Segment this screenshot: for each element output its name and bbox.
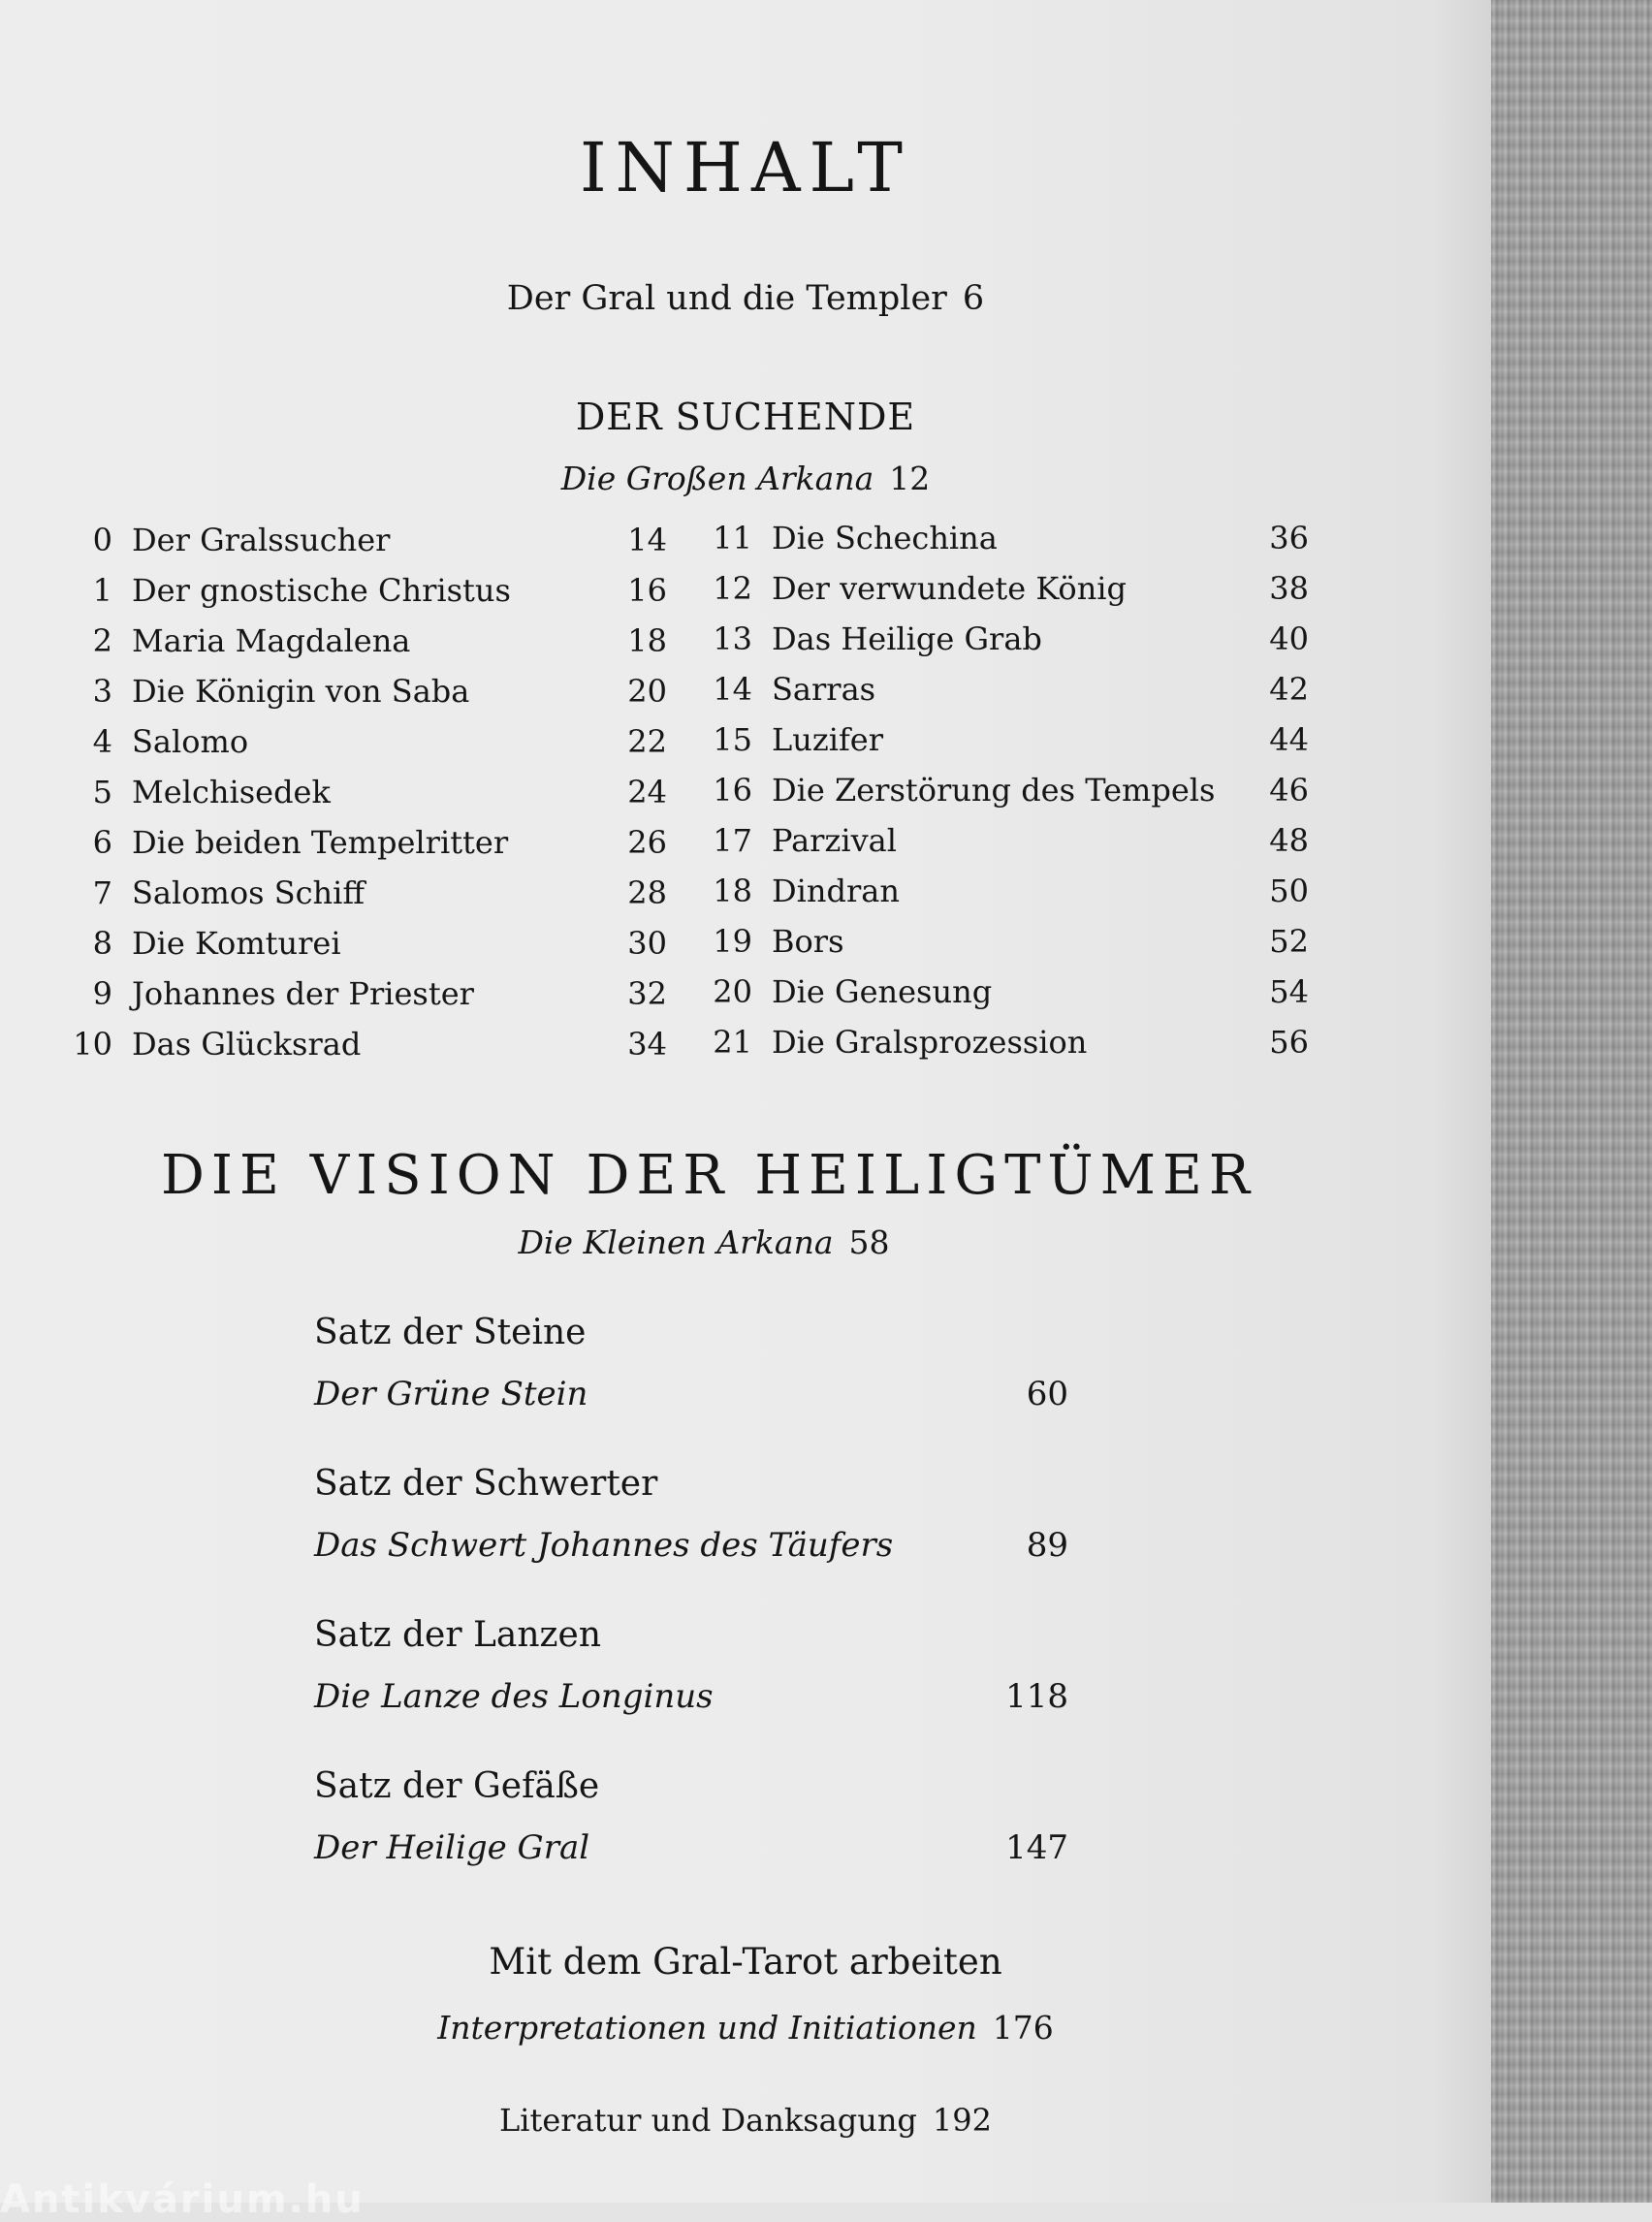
toc-number: 14	[713, 671, 752, 708]
toc-page: 54	[1269, 973, 1309, 1010]
toc-number: 17	[713, 822, 752, 859]
toc-page: 16	[627, 572, 667, 609]
intro-page: 6	[962, 279, 985, 318]
toc-title: Der verwundete König	[772, 570, 1128, 607]
toc-title: Melchisedek	[132, 774, 331, 810]
toc-title: Maria Magdalena	[132, 622, 411, 659]
toc-title: Der Gralssucher	[132, 522, 391, 558]
working-title: Mit dem Gral-Tarot arbeiten	[489, 1941, 1002, 1983]
toc-number: 12	[713, 570, 752, 607]
toc-row	[708, 570, 1309, 620]
toc-number: 2	[92, 622, 112, 659]
toc-row	[68, 522, 667, 572]
suit-item: Das Schwert Johannes des Täufers	[314, 1526, 894, 1565]
toc-row	[68, 1026, 667, 1076]
toc-page: 52	[1269, 923, 1309, 960]
toc-page: 44	[1269, 721, 1309, 758]
working-subtitle-label: Interpretationen und Initiationen	[437, 2009, 977, 2047]
toc-title: Das Glücksrad	[132, 1026, 362, 1063]
literature-page: 192	[932, 2102, 992, 2139]
toc-title: Die Gralsprozession	[772, 1024, 1088, 1061]
toc-page: 32	[627, 975, 667, 1012]
suit-page: 147	[1005, 1828, 1068, 1867]
toc-title: Salomos Schiff	[132, 874, 365, 911]
toc-number: 8	[92, 925, 112, 962]
toc-row	[68, 673, 667, 723]
toc-row	[68, 874, 667, 925]
toc-page: 18	[627, 622, 667, 659]
toc-title: Die Schechina	[772, 520, 998, 556]
toc-number: 16	[713, 772, 752, 809]
toc-row	[708, 923, 1309, 973]
toc-number: 5	[92, 774, 112, 810]
toc-page: 36	[1269, 520, 1309, 556]
toc-title: Die beiden Tempelritter	[132, 824, 509, 861]
toc-title: Die Königin von Saba	[132, 673, 470, 710]
toc-number: 21	[713, 1024, 752, 1061]
toc-page: 22	[627, 723, 667, 760]
suit-name: Satz der Lanzen	[314, 1615, 602, 1655]
literature-entry	[0, 2102, 1491, 2139]
toc-page: 38	[1269, 570, 1309, 607]
suit-item: Der Heilige Gral	[314, 1828, 590, 1867]
toc-row	[708, 772, 1309, 822]
toc-number: 13	[713, 620, 752, 657]
working-subtitle-page: 176	[992, 2009, 1054, 2047]
toc-number: 7	[92, 874, 112, 911]
toc-page: 42	[1269, 671, 1309, 708]
working-subtitle	[0, 2009, 1491, 2047]
toc-number: 0	[92, 522, 112, 558]
toc-row	[708, 671, 1309, 721]
major-subtitle-page: 12	[889, 460, 931, 497]
toc-title: Johannes der Priester	[132, 975, 474, 1012]
suit-name: Satz der Schwerter	[314, 1464, 658, 1504]
toc-page: 56	[1269, 1024, 1309, 1061]
toc-page: 48	[1269, 822, 1309, 859]
toc-number: 4	[92, 723, 112, 760]
toc-title: Luzifer	[772, 721, 884, 758]
toc-number: 11	[713, 520, 752, 556]
suit-page: 89	[1026, 1526, 1068, 1565]
toc-row	[68, 824, 667, 874]
toc-page: 24	[627, 774, 667, 810]
toc-row	[708, 1024, 1309, 1074]
toc-number: 1	[92, 572, 112, 609]
toc-number: 19	[713, 923, 752, 960]
toc-page: 30	[627, 925, 667, 962]
page-title: INHALT	[580, 128, 911, 207]
minor-subtitle	[161, 1223, 1247, 1261]
toc-title: Bors	[772, 923, 844, 960]
toc-row	[68, 622, 667, 673]
toc-page: 28	[627, 874, 667, 911]
minor-subtitle-label: Die Kleinen Arkana	[518, 1223, 834, 1261]
toc-title: Dindran	[772, 873, 900, 909]
toc-page: 14	[627, 522, 667, 558]
toc-row	[68, 925, 667, 975]
toc-row	[708, 520, 1309, 570]
toc-title: Der gnostische Christus	[132, 572, 511, 609]
major-heading: DER SUCHENDE	[575, 396, 916, 438]
toc-page: 20	[627, 673, 667, 710]
book-spine-edge	[1491, 0, 1652, 2203]
suit-name: Satz der Steine	[314, 1313, 587, 1352]
suit-page: 118	[1005, 1677, 1068, 1716]
toc-title: Salomo	[132, 723, 249, 760]
toc-page: 40	[1269, 620, 1309, 657]
literature-label: Literatur und Danksagung	[499, 2102, 917, 2139]
toc-title: Die Zerstörung des Tempels	[772, 772, 1216, 809]
toc-page: 46	[1269, 772, 1309, 809]
watermark-text: Antikvárium.hu	[0, 2177, 365, 2222]
suit-item: Der Grüne Stein	[314, 1375, 588, 1413]
toc-row	[68, 774, 667, 824]
toc-number: 18	[713, 873, 752, 909]
toc-title: Die Komturei	[132, 925, 341, 962]
toc-title: Sarras	[772, 671, 876, 708]
toc-title: Das Heilige Grab	[772, 620, 1042, 657]
suit-page: 60	[1026, 1375, 1068, 1413]
toc-row	[68, 572, 667, 622]
toc-row	[68, 975, 667, 1026]
toc-row	[68, 723, 667, 774]
toc-row	[708, 873, 1309, 923]
toc-number: 10	[73, 1026, 112, 1063]
minor-subtitle-page: 58	[848, 1223, 890, 1261]
toc-number: 15	[713, 721, 752, 758]
minor-heading: DIE VISION DER HEILIGTÜMER	[161, 1144, 1257, 1207]
toc-page: 26	[627, 824, 667, 861]
toc-number: 6	[92, 824, 112, 861]
major-subtitle-label: Die Großen Arkana	[560, 460, 874, 497]
toc-number: 3	[92, 673, 112, 710]
suit-item: Die Lanze des Longinus	[314, 1677, 714, 1716]
toc-number: 9	[92, 975, 112, 1012]
major-subtitle	[0, 460, 1491, 497]
intro-entry	[0, 279, 1491, 318]
toc-page: 34	[627, 1026, 667, 1063]
toc-row	[708, 620, 1309, 671]
toc-page: 50	[1269, 873, 1309, 909]
suit-name: Satz der Gefäße	[314, 1766, 600, 1806]
toc-row	[708, 822, 1309, 873]
toc-row	[708, 721, 1309, 772]
toc-title: Die Genesung	[772, 973, 993, 1010]
toc-row	[708, 973, 1309, 1024]
toc-title: Parzival	[772, 822, 897, 859]
toc-number: 20	[713, 973, 752, 1010]
intro-label: Der Gral und die Templer	[506, 279, 947, 318]
